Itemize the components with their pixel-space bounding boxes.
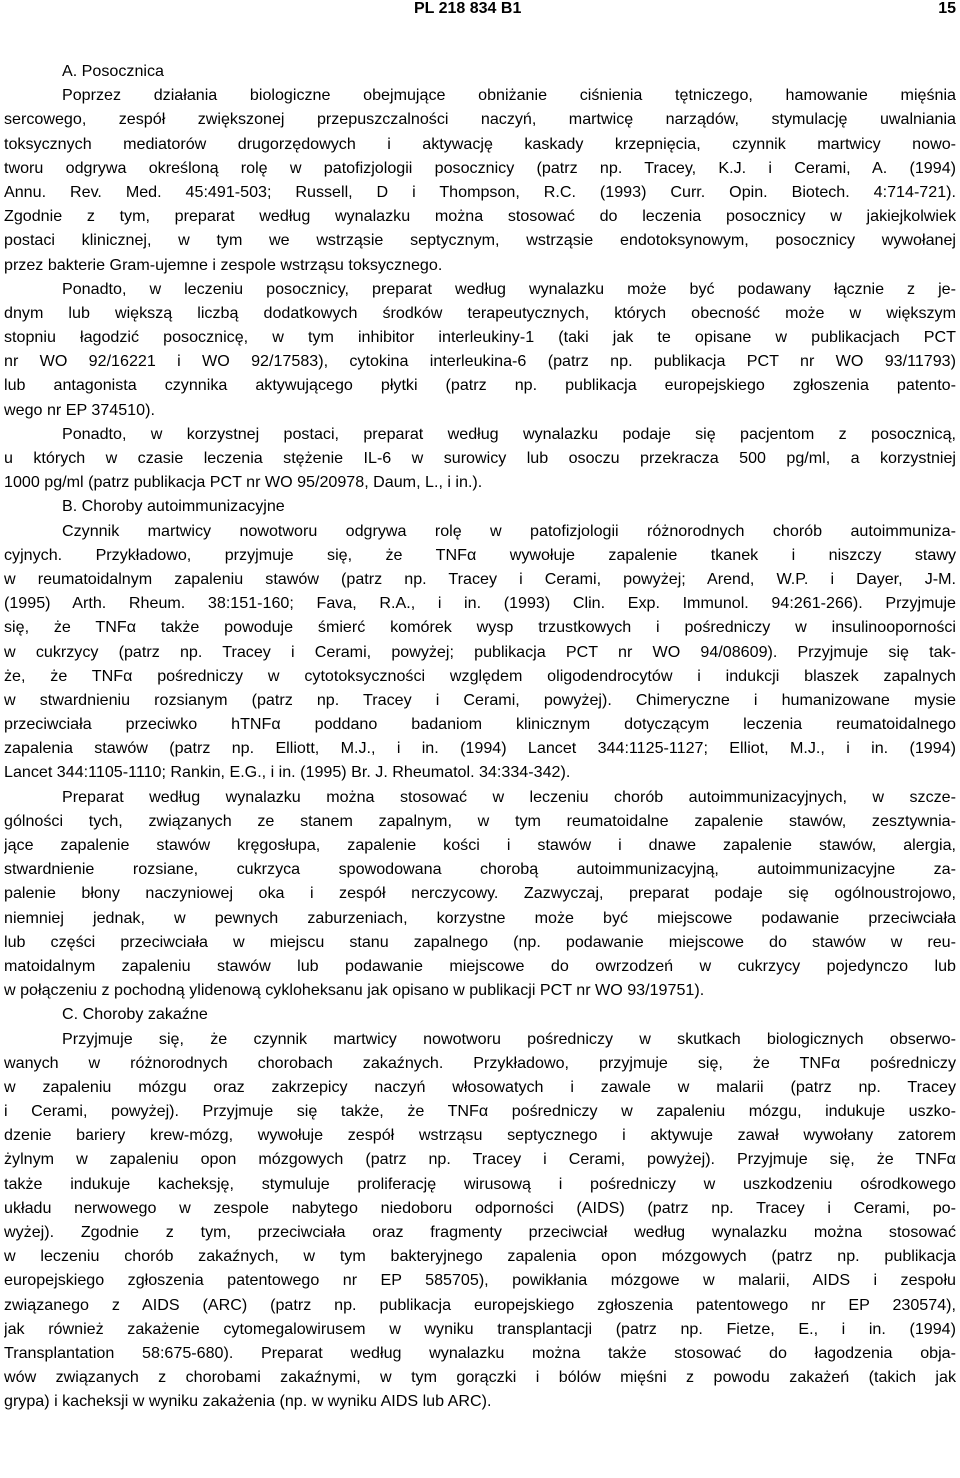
text-line: stwardnienie rozsiane, cukrzyca spowodowana chorobą autoimmunizacyjną, autoimmunizacyjne za- — [4, 860, 956, 879]
text-line: w leczeniu chorób zakaźnych, w tym bakteryjnego zapalenia opon mózgowych (patrz np. publikacja — [4, 1247, 956, 1266]
patent-number: PL 218 834 B1 — [414, 0, 522, 17]
text-line: matoidalnym zapaleniu stawów lub podawanie miejscowe do owrzodzeń w cukrzycy pojedynczo lub — [4, 956, 956, 975]
text-line: lub części przeciwciała w miejscu stanu zapalnego (np. podawanie miejscowe do stawów w reu- — [4, 932, 956, 951]
text-line: Preparat według wynalazku można stosować w leczeniu chorób autoimmunizacyjnych, w szcze- — [62, 787, 956, 806]
text-line: wanych w różnorodnych chorobach zakaźnych. Przykładowo, przyjmuje się, że TNFα pośredniczy — [4, 1053, 956, 1072]
text-line: (1995) Arth. Rheum. 38:151-160; Fava, R.A., i in. (1993) Clin. Exp. Immunol. 94:261-266). Przyjmuje — [4, 594, 956, 613]
text-line: Poprzez działania biologiczne obejmujące obniżanie ciśnienia tętniczego, hamowanie mięśnia — [62, 86, 956, 105]
text-line: C. Choroby zakaźne — [62, 1005, 208, 1024]
text-line: że, że TNFα pośredniczy w cytotoksyczności względem oligodendrocytów i indukcji blaszek zapalnych — [4, 666, 956, 685]
text-line: europejskiego zgłoszenia patentowego nr EP 585705), powikłania mózgowe w malarii, AIDS i zespołu — [4, 1271, 956, 1290]
text-line: Ponadto, w korzystnej postaci, preparat według wynalazku podaje się pacjentom z posocznicą, — [62, 424, 956, 443]
text-line: przez bakterie Gram-ujemne i zespole wstrząsu toksycznego. — [4, 255, 443, 274]
text-line: stopniu łagodzić posocznicę, w tym inhibitor interleukiny-1 (taki jak te opisane w publikacjach PCT — [4, 328, 956, 347]
text-line: żylnym w zapaleniu opon mózgowych (patrz np. Tracey i Cerami, powyżej). Przyjmuje się, że TNFα — [4, 1150, 956, 1169]
text-line: Transplantation 58:675-680). Preparat według wynalazku można także stosować do łagodzenia obja- — [4, 1343, 956, 1362]
text-line: toksycznych mediatorów drugorzędowych i aktywację kaskady krzepnięcia, czynnik martwicy nowo- — [4, 134, 956, 153]
text-line: grypa) i kacheksji w wyniku zakażenia (np. w wyniku AIDS lub ARC). — [4, 1392, 492, 1411]
text-line: cyjnych. Przykładowo, przyjmuje się, że TNFα wywołuje zapalenie tkanek i niszczy stawy — [4, 545, 956, 564]
text-line: zapalenia stawów (patrz np. Elliott, M.J., i in. (1994) Lancet 344:1125-1127; Elliot, M.J., i in. (1994) — [4, 739, 956, 758]
text-line: sercowego, zespół zwiększonej przepuszczalności naczyń, martwicę narządów, stymulację uwalniania — [4, 110, 956, 129]
text-line: związanego z AIDS (ARC) (patrz np. publikacja europejskiego zgłoszenia patentowego nr EP 230574), — [4, 1295, 956, 1314]
text-line: jak również zakażenie cytomegalowirusem w wyniku transplantacji (patrz np. Fietze, E., i in. (1994) — [4, 1319, 956, 1338]
text-line: nr WO 92/16221 i WO 92/17583), cytokina interleukina-6 (patrz np. publikacja PCT nr WO 93/11793) — [4, 352, 956, 371]
text-line: Przyjmuje się, że czynnik martwicy nowotworu pośredniczy w skutkach biologicznych obserwo- — [62, 1029, 956, 1048]
text-line: i Cerami, powyżej). Przyjmuje się także, że TNFα pośredniczy w zapaleniu mózgu, indukuje uszko- — [4, 1102, 956, 1121]
text-line: wów związanych z chorobami zakaźnymi, w tym gorączki i bólów mięśni z powodu zakażeń (takich jak — [4, 1368, 956, 1387]
text-line: w połączeniu z pochodną ylidenową cykloheksanu jak opisano w publikacji PCT nr WO 93/19751). — [4, 981, 705, 1000]
text-line: jące zapalenie stawów kręgosłupa, zapalenie kości i stawów i dnawe zapalenie stawów, alergia, — [4, 836, 956, 854]
text-line: B. Choroby autoimmunizacyjne — [62, 497, 285, 516]
text-line: lub antagonista czynnika aktywującego płytki (patrz np. publikacja europejskiego zgłoszenia patento- — [4, 376, 956, 395]
text-line: niemniej jednak, w pewnych zaburzeniach, korzystne może być miejscowe podawanie przeciwciała — [4, 908, 956, 927]
text-line: układu nerwowego w zespole nabytego niedoboru odporności (AIDS) (patrz np. Tracey i Cerami, po- — [4, 1198, 956, 1217]
text-line: w stwardnieniu rozsianym (patrz np. Tracey i Cerami, powyżej). Chimeryczne i humanizowane mysie — [4, 690, 956, 709]
page-header — [0, 0, 960, 20]
text-line: wyżej). Zgodnie z tym, przeciwciała oraz fragmenty przeciwciał według wynalazku można stosować — [4, 1223, 956, 1241]
text-line: postaci klinicznej, w tym we wstrząsie septycznym, wstrząsie endotoksynowym, posocznicy wywołanej — [4, 231, 956, 250]
text-line: gólności tych, związanych ze stanem zapalnym, w tym reumatoidalne zapalenie stawów, zesztywnia- — [4, 811, 956, 830]
text-line: 1000 pg/ml (patrz publikacja PCT nr WO 95/20978, Daum, L., i in.). — [4, 473, 483, 492]
text-line: wego nr EP 374510). — [4, 400, 155, 419]
document-body — [4, 59, 956, 1414]
text-line: przeciwciała przeciwko hTNFα poddano badaniom klinicznym dotyczącym leczenia reumatoidalnego — [4, 715, 956, 734]
text-line: się, że TNFα także powoduje śmierć komórek wysp trzustkowych i pośredniczy w insulinooporności — [4, 618, 956, 637]
text-line: także indukuje kacheksję, stymuluje proliferację wirusową i pośredniczy w uszkodzeniu ośrodkowego — [4, 1174, 956, 1193]
text-line: Annu. Rev. Med. 45:491-503; Russell, D i Thompson, R.C. (1993) Curr. Opin. Biotech. 4:714-721). — [4, 182, 956, 201]
text-line: Ponadto, w leczeniu posocznicy, preparat według wynalazku może być podawany łącznie z je- — [62, 279, 956, 298]
text-line: w zapaleniu mózgu oraz zakrzepicy naczyń włosowatych i zawale w malarii (patrz np. Tracey — [4, 1077, 956, 1096]
text-line: Lancet 344:1105-1110; Rankin, E.G., i in. (1995) Br. J. Rheumatol. 34:334-342). — [4, 763, 571, 782]
text-line: A. Posocznica — [62, 62, 164, 80]
text-line: dzenie bariery krew-mózg, wywołuje zespół wstrząsu septycznego i aktywuje zawał wywołany zatorem — [4, 1126, 956, 1145]
text-line: w cukrzycy (patrz np. Tracey i Cerami, powyżej; publikacja PCT nr WO 94/08609). Przyjmuje się tak- — [4, 642, 956, 661]
text-line: Czynnik martwicy nowotworu odgrywa rolę w patofizjologii różnorodnych chorób autoimmuniza- — [62, 521, 956, 540]
text-line: dnym lub większą liczbą dodatkowych środków terapeutycznych, których obecność może w większym — [4, 303, 956, 322]
text-line: u których w czasie leczenia stężenie IL-6 w surowicy lub osoczu przekracza 500 pg/ml, a korzystniej — [4, 449, 956, 467]
text-line: w reumatoidalnym zapaleniu stawów (patrz np. Tracey i Cerami, powyżej; Arend, W.P. i Dayer, J-M. — [4, 569, 956, 588]
text-line: Zgodnie z tym, preparat według wynalazku można stosować do leczenia posocznicy w jakiejkolwiek — [4, 207, 956, 226]
text-line: tworu odgrywa określoną rolę w patofizjologii posocznicy (patrz np. Tracey, K.J. i Cerami, A. (1994) — [4, 158, 956, 177]
page-number: 15 — [938, 0, 956, 17]
text-line: palenie błony naczyniowej oka i zespół nerczycowy. Zazwyczaj, preparat podaje się ogólnoustrojowo, — [4, 884, 956, 903]
